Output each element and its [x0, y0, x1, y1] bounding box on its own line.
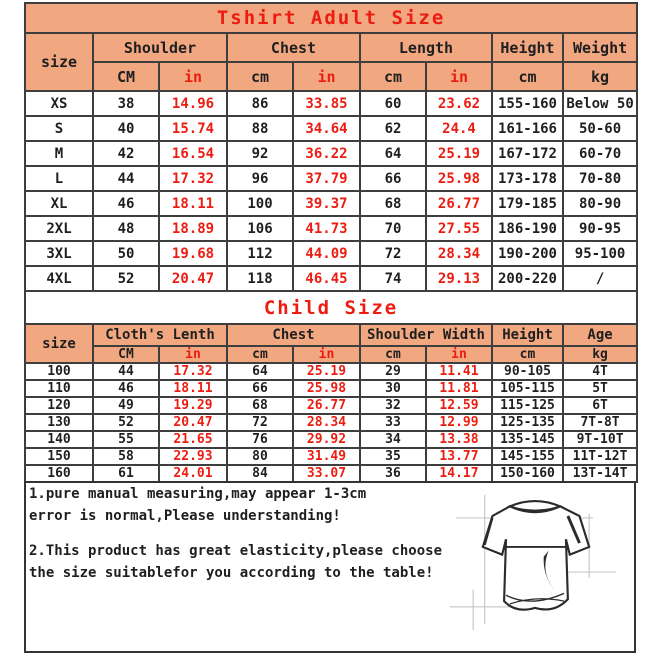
column-header-chest: Chest — [227, 324, 360, 346]
cell-size: 140 — [25, 431, 93, 448]
cell-size: XS — [25, 91, 93, 116]
cell: 62 — [360, 116, 426, 141]
cell: 25.19 — [293, 363, 360, 380]
column-header-height: Height — [492, 33, 563, 62]
cell: 173-178 — [492, 166, 563, 191]
cell: 72 — [360, 241, 426, 266]
cell: 50-60 — [563, 116, 637, 141]
cell-size: 110 — [25, 380, 93, 397]
cell: 18.89 — [159, 216, 227, 241]
cell: 9T-10T — [563, 431, 637, 448]
cell: 60-70 — [563, 141, 637, 166]
unit-header-cm: cm — [360, 62, 426, 91]
cell: 14.17 — [426, 465, 492, 482]
unit-header-in: in — [159, 346, 227, 363]
cell: 64 — [227, 363, 293, 380]
cell: 12.59 — [426, 397, 492, 414]
cell: 68 — [360, 191, 426, 216]
column-header-shoulder-width: Shoulder Width — [360, 324, 492, 346]
cell: 24.4 — [426, 116, 492, 141]
cell: 167-172 — [492, 141, 563, 166]
cell: 25.98 — [426, 166, 492, 191]
cell: 11T-12T — [563, 448, 637, 465]
cell: 41.73 — [293, 216, 360, 241]
cell: 6T — [563, 397, 637, 414]
cell: 29 — [360, 363, 426, 380]
cell: 52 — [93, 266, 159, 291]
table-row — [25, 363, 637, 380]
cell-size: 130 — [25, 414, 93, 431]
cell-size: M — [25, 141, 93, 166]
cell: 19.68 — [159, 241, 227, 266]
column-header-shoulder: Shoulder — [93, 33, 227, 62]
cell: 112 — [227, 241, 293, 266]
cell: 125-135 — [492, 414, 563, 431]
cell: 70 — [360, 216, 426, 241]
unit-header-cm: cm — [492, 346, 563, 363]
unit-header-in: in — [426, 346, 492, 363]
note-1-line-2: error is normal,Please understanding! — [29, 507, 341, 524]
cell: 33.07 — [293, 465, 360, 482]
cell: 26.77 — [426, 191, 492, 216]
cell: 74 — [360, 266, 426, 291]
cell: 11.81 — [426, 380, 492, 397]
cell: 55 — [93, 431, 159, 448]
cell-size: L — [25, 166, 93, 191]
cell: 46 — [93, 191, 159, 216]
cell: 70-80 — [563, 166, 637, 191]
notes-section — [24, 481, 636, 653]
cell: 44.09 — [293, 241, 360, 266]
cell: 14.96 — [159, 91, 227, 116]
cell: 15.74 — [159, 116, 227, 141]
cell: 13.77 — [426, 448, 492, 465]
child-table-title: Child Size — [25, 291, 637, 324]
cell: 37.79 — [293, 166, 360, 191]
cell: 28.34 — [426, 241, 492, 266]
unit-header-cm: cm — [492, 62, 563, 91]
cell: 76 — [227, 431, 293, 448]
cell: 33 — [360, 414, 426, 431]
column-header-age: Age — [563, 324, 637, 346]
table-row — [25, 3, 637, 33]
cell: 96 — [227, 166, 293, 191]
cell: 18.11 — [159, 191, 227, 216]
cell: 190-200 — [492, 241, 563, 266]
cell: 46 — [93, 380, 159, 397]
cell: 80-90 — [563, 191, 637, 216]
cell-size: 2XL — [25, 216, 93, 241]
cell: 49 — [93, 397, 159, 414]
cell: 52 — [93, 414, 159, 431]
cell: 84 — [227, 465, 293, 482]
column-header-size: size — [25, 324, 93, 363]
cell: 161-166 — [492, 116, 563, 141]
note-2-line-2: the size suitablefor you according to the table! — [29, 565, 434, 582]
cell: 25.98 — [293, 380, 360, 397]
unit-header-cm: cm — [360, 346, 426, 363]
table-row — [25, 397, 637, 414]
adult-size-table — [24, 2, 638, 292]
cell: 186-190 — [492, 216, 563, 241]
cell: 48 — [93, 216, 159, 241]
cell: 13T-14T — [563, 465, 637, 482]
cell: 61 — [93, 465, 159, 482]
cell: 200-220 — [492, 266, 563, 291]
cell-size: 150 — [25, 448, 93, 465]
cell: 135-145 — [492, 431, 563, 448]
cell: 32 — [360, 397, 426, 414]
table-row — [25, 116, 637, 141]
cell: 20.47 — [159, 266, 227, 291]
cell: 40 — [93, 116, 159, 141]
unit-header-cm: CM — [93, 346, 159, 363]
table-row — [25, 241, 637, 266]
note-2-line-1: 2.This product has great elasticity,please choose — [29, 543, 443, 560]
cell: 11.41 — [426, 363, 492, 380]
cell: 4T — [563, 363, 637, 380]
cell: 88 — [227, 116, 293, 141]
cell: 39.37 — [293, 191, 360, 216]
cell: 12.99 — [426, 414, 492, 431]
cell: 25.19 — [426, 141, 492, 166]
cell: 64 — [360, 141, 426, 166]
cell-size: 120 — [25, 397, 93, 414]
table-row — [25, 33, 637, 62]
table-row — [25, 266, 637, 291]
cell: 18.11 — [159, 380, 227, 397]
table-row — [25, 448, 637, 465]
table-row — [25, 291, 637, 324]
column-header-length: Length — [360, 33, 492, 62]
table-row — [25, 414, 637, 431]
table-row — [25, 216, 637, 241]
table-row — [25, 465, 637, 482]
column-header-height: Height — [492, 324, 563, 346]
note-1-line-1: 1.pure manual measuring,may appear 1-3cm — [29, 486, 367, 502]
cell-size: 100 — [25, 363, 93, 380]
cell: 44 — [93, 166, 159, 191]
cell: 155-160 — [492, 91, 563, 116]
cell: 28.34 — [293, 414, 360, 431]
cell: 26.77 — [293, 397, 360, 414]
table-row — [25, 431, 637, 448]
cell: 50 — [93, 241, 159, 266]
table-row — [25, 380, 637, 397]
child-size-table — [24, 290, 638, 483]
cell: 92 — [227, 141, 293, 166]
cell: 30 — [360, 380, 426, 397]
cell: 72 — [227, 414, 293, 431]
column-header-weight: Weight — [563, 33, 637, 62]
cell: 24.01 — [159, 465, 227, 482]
cell: 105-115 — [492, 380, 563, 397]
cell: 36 — [360, 465, 426, 482]
cell: 27.55 — [426, 216, 492, 241]
cell: 31.49 — [293, 448, 360, 465]
cell: 29.13 — [426, 266, 492, 291]
cell: 60 — [360, 91, 426, 116]
cell: 22.93 — [159, 448, 227, 465]
unit-header-kg: kg — [563, 62, 637, 91]
cell: 90-105 — [492, 363, 563, 380]
cell: 145-155 — [492, 448, 563, 465]
cell-size: S — [25, 116, 93, 141]
unit-header-kg: kg — [563, 346, 637, 363]
cell: 21.65 — [159, 431, 227, 448]
unit-header-in: in — [426, 62, 492, 91]
cell: 95-100 — [563, 241, 637, 266]
cell: 100 — [227, 191, 293, 216]
cell-size: 3XL — [25, 241, 93, 266]
adult-table-title: Tshirt Adult Size — [25, 3, 637, 33]
cell-size: XL — [25, 191, 93, 216]
table-row — [25, 324, 637, 346]
table-row — [25, 346, 637, 363]
cell: 179-185 — [492, 191, 563, 216]
cell: 106 — [227, 216, 293, 241]
table-row — [25, 91, 637, 116]
cell: 90-95 — [563, 216, 637, 241]
unit-header-in: in — [293, 62, 360, 91]
table-row — [25, 141, 637, 166]
cell: 5T — [563, 380, 637, 397]
column-header-size: size — [25, 33, 93, 91]
cell: 68 — [227, 397, 293, 414]
cell: 19.29 — [159, 397, 227, 414]
table-row — [25, 191, 637, 216]
cell: 80 — [227, 448, 293, 465]
cell: 46.45 — [293, 266, 360, 291]
cell: 66 — [227, 380, 293, 397]
cell: 7T-8T — [563, 414, 637, 431]
cell: Below 50 — [563, 91, 637, 116]
cell: 13.38 — [426, 431, 492, 448]
cell: 29.92 — [293, 431, 360, 448]
cell: 86 — [227, 91, 293, 116]
cell: 58 — [93, 448, 159, 465]
unit-header-in: in — [159, 62, 227, 91]
cell: 42 — [93, 141, 159, 166]
size-chart-sheet — [24, 2, 636, 653]
cell: 17.32 — [159, 166, 227, 191]
table-row — [25, 166, 637, 191]
cell: 118 — [227, 266, 293, 291]
cell: 34 — [360, 431, 426, 448]
column-header-cloth-length: Cloth's Lenth — [93, 324, 227, 346]
column-header-chest: Chest — [227, 33, 360, 62]
cell: / — [563, 266, 637, 291]
cell: 36.22 — [293, 141, 360, 166]
cell: 16.54 — [159, 141, 227, 166]
cell: 33.85 — [293, 91, 360, 116]
cell: 115-125 — [492, 397, 563, 414]
cell: 20.47 — [159, 414, 227, 431]
cell: 34.64 — [293, 116, 360, 141]
cell: 35 — [360, 448, 426, 465]
unit-header-cm: cm — [227, 346, 293, 363]
unit-header-cm: CM — [93, 62, 159, 91]
table-row — [25, 62, 637, 91]
tshirt-sketch-icon — [443, 487, 628, 632]
unit-header-cm: cm — [227, 62, 293, 91]
cell: 44 — [93, 363, 159, 380]
cell-size: 4XL — [25, 266, 93, 291]
cell: 66 — [360, 166, 426, 191]
cell: 38 — [93, 91, 159, 116]
cell-size: 160 — [25, 465, 93, 482]
cell: 23.62 — [426, 91, 492, 116]
cell: 150-160 — [492, 465, 563, 482]
cell: 17.32 — [159, 363, 227, 380]
unit-header-in: in — [293, 346, 360, 363]
